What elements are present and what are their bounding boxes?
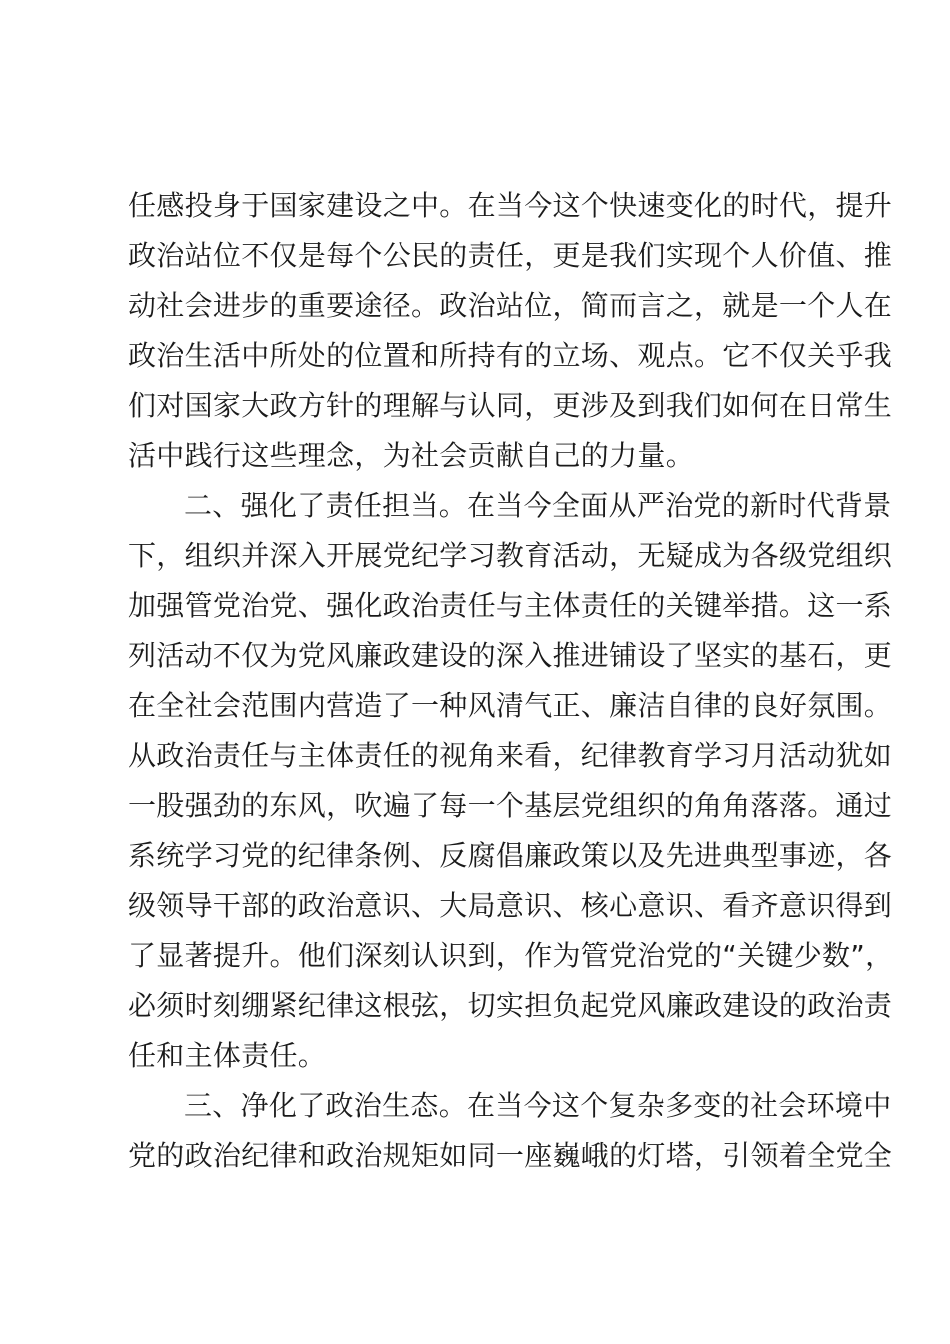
document-body (128, 181, 894, 1181)
text-line: 政治生活中所处的位置和所持有的立场、观点。它不仅关乎我 (128, 339, 893, 372)
paragraph-3-first-line: 三、净化了政治生态。在当今这个复杂多变的社会环境中 (184, 1089, 892, 1122)
text-line: 一股强劲的东风，吹遍了每一个基层党组织的角角落落。通过 (128, 789, 893, 822)
text-line: 系统学习党的纪律条例、反腐倡廉政策以及先进典型事迹，各 (128, 839, 893, 872)
text-line: 党的政治纪律和政治规矩如同一座巍峨的灯塔，引领着全党全 (128, 1139, 893, 1172)
text-line: 必须时刻绷紧纪律这根弦，切实担负起党风廉政建设的政治责 (128, 989, 893, 1022)
text-line: 级领导干部的政治意识、大局意识、核心意识、看齐意识得到 (128, 889, 893, 922)
text-line: 动社会进步的重要途径。政治站位，简而言之，就是一个人在 (128, 289, 893, 322)
text-line: 从政治责任与主体责任的视角来看，纪律教育学习月活动犹如 (128, 739, 893, 772)
text-line: 列活动不仅为党风廉政建设的深入推进铺设了坚实的基石，更 (128, 639, 893, 672)
text-line: 们对国家大政方针的理解与认同，更涉及到我们如何在日常生 (128, 389, 893, 422)
paragraph-2-first-line: 二、强化了责任担当。在当今全面从严治党的新时代背景 (184, 489, 892, 522)
text-line: 任和主体责任。 (128, 1039, 327, 1072)
text-line: 加强管党治党、强化政治责任与主体责任的关键举措。这一系 (128, 589, 893, 622)
text-line: 下，组织并深入开展党纪学习教育活动，无疑成为各级党组织 (128, 539, 893, 572)
text-line: 任感投身于国家建设之中。在当今这个快速变化的时代，提升 (128, 189, 893, 222)
text-line: 政治站位不仅是每个公民的责任，更是我们实现个人价值、推 (128, 239, 893, 272)
text-line: 在全社会范围内营造了一种风清气正、廉洁自律的良好氛围。 (128, 689, 893, 722)
text-line: 活中践行这些理念，为社会贡献自己的力量。 (128, 439, 695, 472)
text-line: 了显著提升。他们深刻认识到，作为管党治党的“关键少数”， (128, 939, 894, 972)
